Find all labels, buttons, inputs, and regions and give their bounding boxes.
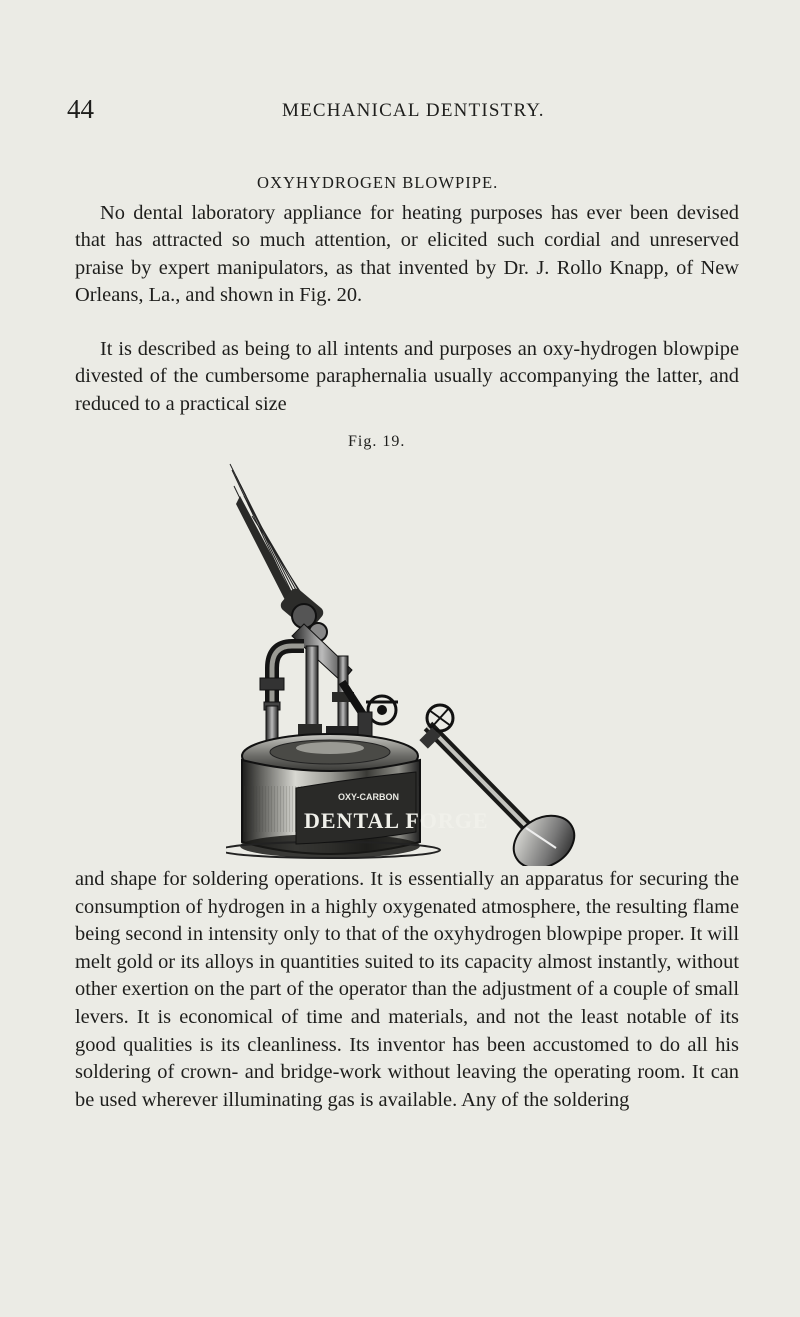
- section-title: OXYHYDROGEN BLOWPIPE.: [257, 173, 499, 192]
- figure-illustration: [226, 456, 576, 866]
- paragraph-continuation: and shape for soldering operations. It is essentially an apparatus for securing the consumption of hydrogen in a highly oxygenated atmosphere, the resulting flame being second in intensity only to that of the oxyhydrogen blowpipe proper. It will melt gold or its alloys in quantities suited to its capacity almost instantly, without other exertion on the part of the operator than the adjustment of a couple of small levers. It is economical of time and materials, and not the least notable of its good qualities is its cleanliness. Its inventor has been accustomed to do all his soldering of crown- and bridge-work without leaving the operating room. It can be used wherever illuminating gas is available. Any of the soldering: [75, 868, 739, 1111]
- flame-streaks: [230, 464, 312, 610]
- page-number: 44: [67, 94, 94, 124]
- running-head: MECHANICAL DENTISTRY.: [282, 100, 545, 121]
- label-top-text: OXY-CARBON: [338, 792, 400, 802]
- label-main-text: DENTAL FORGE: [304, 808, 489, 833]
- figure-caption: Fig. 19.: [348, 433, 406, 450]
- curved-supply-pipe: [260, 646, 304, 710]
- dental-forge-engraving: [226, 456, 576, 866]
- paragraph-description: It is described as being to all intents and purposes an oxy-hydrogen blowpipe divested of the cumbersome paraphernalia usually accompanying the latter, and reduced to a practical size: [75, 338, 739, 415]
- paragraph-intro: No dental laboratory appliance for heating purposes has ever been devised that has attracted so much attention, or elicited such cordial and unreserved praise by expert manipulators, as that invented by Dr. J. Rollo Knapp, of New Orleans, La., and shown in Fig. 20.: [75, 202, 739, 306]
